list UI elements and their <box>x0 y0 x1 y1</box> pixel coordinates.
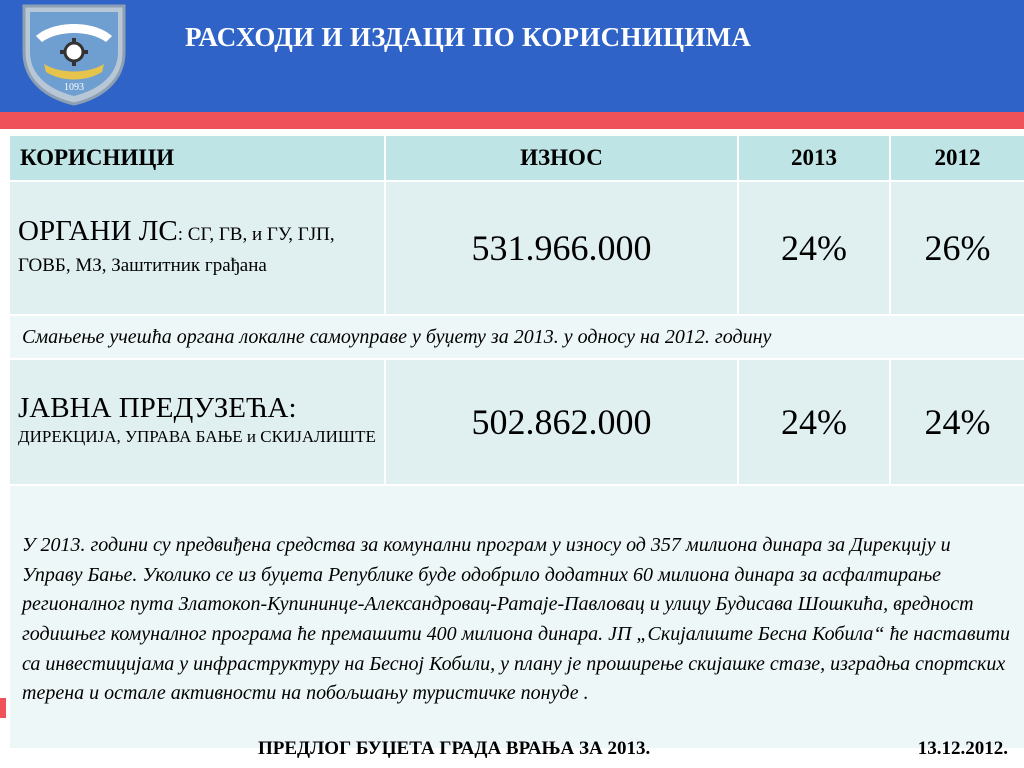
beneficiary-cell <box>9 359 385 485</box>
share-2013-value: 24% <box>738 181 890 315</box>
column-header-2013: 2013 <box>738 135 890 181</box>
header-band <box>0 0 1024 112</box>
column-header-beneficiaries: КОРИСНИЦИ <box>9 135 385 181</box>
city-emblem-icon <box>20 2 128 106</box>
side-marker <box>0 698 6 718</box>
column-header-amount: ИЗНОС <box>385 135 738 181</box>
footer-title: ПРЕДЛОГ БУЏЕТА ГРАДА ВРАЊА ЗА 2013. <box>258 738 651 759</box>
header-stripe <box>0 112 1024 129</box>
amount-value: 531.966.000 <box>385 181 738 315</box>
footer <box>0 738 1024 760</box>
beneficiary-detail: : СГ, ГВ, и ГУ, ГЈП, ГОВБ, МЗ, Заштитник грађана <box>18 223 335 276</box>
table-row <box>9 181 1024 315</box>
share-2013-value: 24% <box>738 359 890 485</box>
beneficiaries-table <box>8 134 1024 750</box>
description-row <box>9 485 1024 749</box>
beneficiary-name: ЈАВНА ПРЕДУЗЕЋА: <box>18 392 297 424</box>
table-row <box>9 359 1024 485</box>
share-2012-value: 26% <box>890 181 1024 315</box>
share-2012-value: 24% <box>890 359 1024 485</box>
table-header-row <box>9 135 1024 181</box>
beneficiary-detail: ДИРЕКЦИЈА, УПРАВА БАЊЕ и СКИЈАЛИШТЕ <box>18 427 376 446</box>
column-header-2012: 2012 <box>890 135 1024 181</box>
note-row <box>9 315 1024 359</box>
description-text: У 2013. години су предвиђена средства за комунални програм у износу од 357 милиона динара за Дирекцију и Управу Бање. Уколико се из буџета Републике буде одобрило додатних 60 милиона динара за асфалтирање регионалног пута Златокоп-Купининце-Александровац-Ратаје-Павловац и улицу Будисава Шошкића, вредност годишњег комуналног програма ће премашити 400 милиона динара. ЈП „Скијалиште Бесна Кобила“ ће наставити са инвестицијама у инфраструктуру на Бесној Кобили, у плану је проширење скијашке стазе, изградња спортских терена и остале активности на побољшању туристичке понуде . <box>9 485 1024 749</box>
page-title: РАСХОДИ И ИЗДАЦИ ПО КОРИСНИЦИМА <box>185 22 752 52</box>
footer-date: 13.12.2012. <box>917 738 1008 759</box>
amount-value: 502.862.000 <box>385 359 738 485</box>
beneficiary-name: ОРГАНИ ЛС <box>18 214 178 247</box>
beneficiary-cell <box>9 181 385 315</box>
svg-text:1093: 1093 <box>64 82 84 93</box>
note-text: Смањење учешћа органа локалне самоуправе у буџету за 2013. у односу на 2012. годину <box>9 315 1024 359</box>
